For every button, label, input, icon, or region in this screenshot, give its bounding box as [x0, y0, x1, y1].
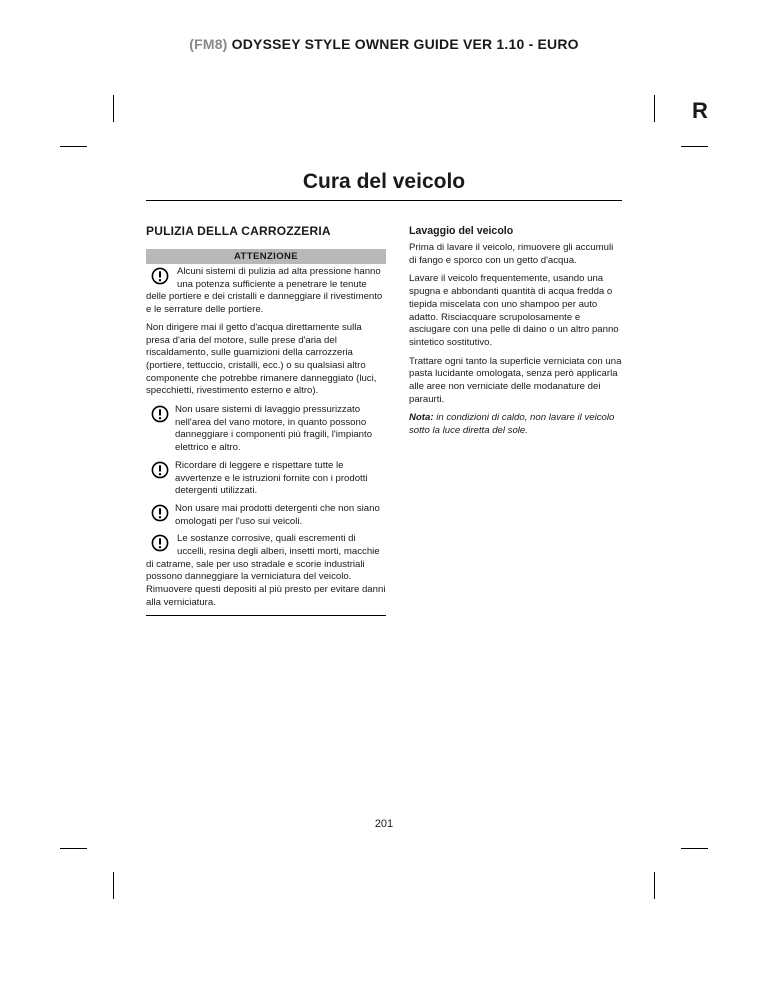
warning-text: Non usare sistemi di lavaggio pressurizzato nell'area del vano motore, in quanto possono danneggiare i componenti più fragili, l'impianto elettrico e altro.	[175, 404, 373, 454]
crop-mark-bottom-right-v	[654, 872, 655, 899]
warning-text: Ricordare di leggere e rispettare tutte le avvertenze e le istruzioni fornite con i prodotti detergenti utilizzati.	[175, 459, 368, 497]
note-label: Nota:	[409, 412, 434, 424]
warning-text: Non usare mai prodotti detergenti che non siano omologati per l'uso sui veicoli.	[175, 502, 380, 527]
warning-banner: ATTENZIONE	[146, 249, 386, 264]
warning-end-rule	[146, 615, 386, 616]
header-title: ODYSSEY STYLE OWNER GUIDE VER 1.10 - EURO	[231, 36, 579, 52]
left-column	[146, 224, 386, 616]
paragraph: Prima di lavare il veicolo, rimuovere gli accumuli di fango e sporco con un getto d'acqua.	[409, 242, 614, 266]
warning-item	[146, 533, 386, 609]
page-number: 201	[374, 818, 394, 830]
paragraph: Lavare il veicolo frequentemente, usando una spugna e abbondanti quantità di acqua fredda o tiepida miscelata con uno shampoo per auto adatto. Risciacquare scrupolosamente e asciugare con una pelle di daino o un altro panno sintetico sostitutivo.	[409, 273, 619, 348]
running-header	[0, 36, 768, 52]
crop-mark-top-left-v	[113, 95, 114, 122]
warning-item	[146, 460, 386, 498]
warning-text: Le sostanze corrosive, quali escrementi di uccelli, resina degli alberi, insetti morti, macchie di catrame, sale per uso stradale e scorie industriali possono danneggiare la verniciatura del veicolo. Rimuovere questi depositi al più presto per evitare danni alla verniciatura.	[146, 533, 386, 608]
note	[409, 412, 623, 437]
paragraph: Non dirigere mai il getto d'acqua direttamente sulla presa d'aria del motore, sulle prese d'aria del riscaldamento, sulle guarnizioni della carrozzeria (portiere, tettuccio, cristalli, ecc.) o su qualsiasi altro componente che potrebbe rimanere danneggiato (luci, specchietti, rivestimento esterno e altro).	[146, 321, 377, 397]
section-tab-letter: R	[692, 98, 708, 123]
subsection-heading: Lavaggio del veicolo	[409, 225, 514, 237]
paragraph: Trattare ogni tanto la superficie verniciata con una pasta lucidante omologata, senza però applicarla alle aree non verniciate delle modanature dei paraurti.	[409, 355, 622, 405]
warning-text: Alcuni sistemi di pulizia ad alta pressione hanno una potenza sufficiente a penetrare le tenute delle portiere e dei cristalli e danneggiare il rivestimento e le serrature delle portiere.	[146, 266, 383, 316]
warning-exclamation-icon	[151, 405, 169, 423]
warning-item	[146, 266, 386, 317]
warning-exclamation-icon	[151, 504, 169, 522]
warning-item	[146, 503, 386, 528]
section-heading: PULIZIA DELLA CARROZZERIA	[146, 224, 331, 238]
crop-mark-bottom-left-v	[113, 872, 114, 899]
header-code: (FM8)	[189, 36, 228, 52]
title-rule	[146, 200, 622, 201]
warning-exclamation-icon	[151, 461, 169, 479]
warning-item	[146, 404, 386, 455]
warning-exclamation-icon	[151, 534, 169, 552]
right-column	[409, 224, 623, 444]
crop-mark-bottom-left-h	[60, 848, 87, 849]
crop-mark-top-right-h	[681, 146, 708, 147]
warning-exclamation-icon	[151, 267, 169, 285]
crop-mark-top-left-h	[60, 146, 87, 147]
page-title: Cura del veicolo	[302, 170, 466, 193]
note-text: in condizioni di caldo, non lavare il veicolo sotto la luce diretta del sole.	[409, 412, 615, 437]
crop-mark-bottom-right-h	[681, 848, 708, 849]
crop-mark-top-right-v	[654, 95, 655, 122]
